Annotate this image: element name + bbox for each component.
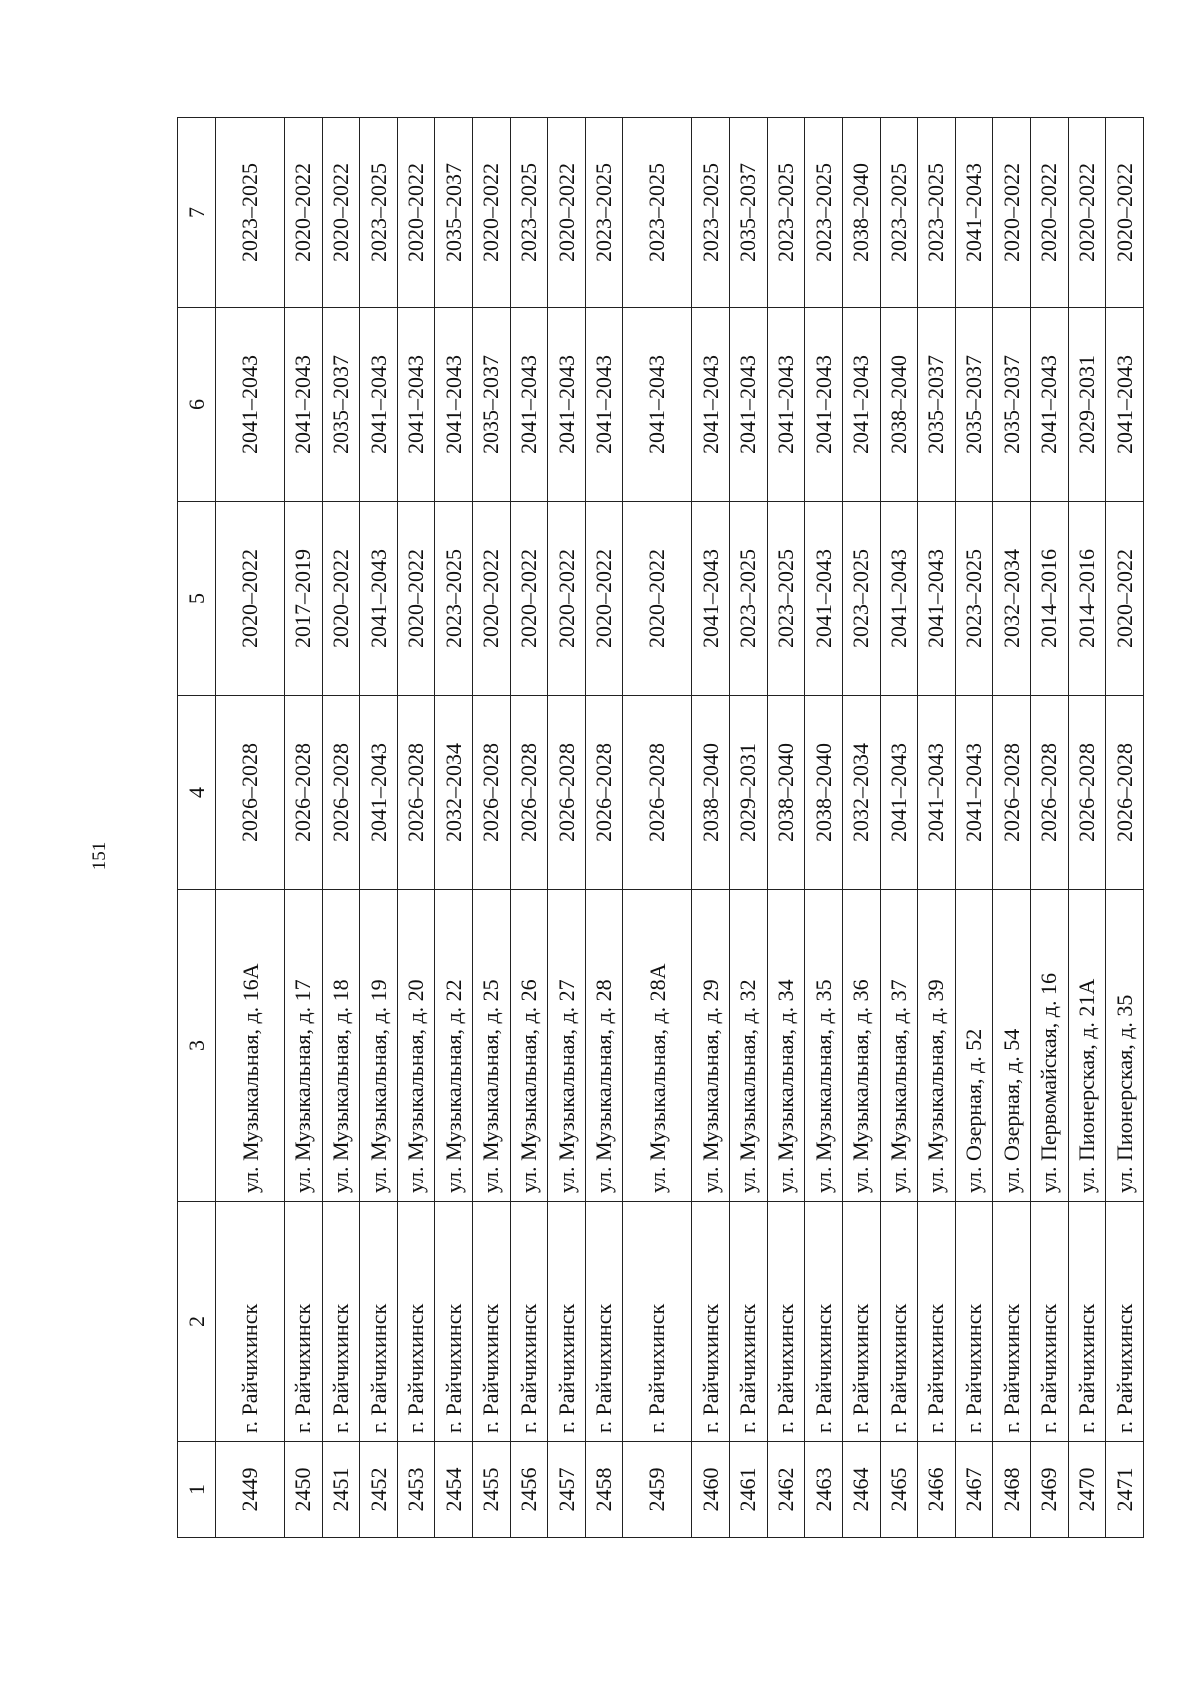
period-col4-cell: 2029–2031 (730, 696, 768, 890)
period-col4-cell: 2038–2040 (805, 696, 843, 890)
row-number: 2464 (842, 1442, 880, 1538)
period-col6-cell: 2035–2037 (955, 308, 993, 502)
address-cell: ул. Озерная, д. 52 (955, 890, 993, 1202)
period-col6-cell: 2041–2043 (805, 308, 843, 502)
period-col6-cell: 2041–2043 (285, 308, 323, 502)
period-col5-cell: 2020–2022 (322, 502, 360, 696)
period-col4-cell: 2026–2028 (216, 696, 285, 890)
period-col4-cell: 2026–2028 (397, 696, 435, 890)
period-col7-cell: 2020–2022 (397, 118, 435, 308)
city-cell: г. Райчихинск (880, 1202, 918, 1442)
table-row (955, 118, 993, 1538)
address-cell: ул. Музыкальная, д. 25 (473, 890, 511, 1202)
city-cell: г. Райчихинск (767, 1202, 805, 1442)
city-cell: г. Райчихинск (473, 1202, 511, 1442)
address-cell: ул. Музыкальная, д. 16А (216, 890, 285, 1202)
period-col4-cell: 2026–2028 (1106, 696, 1144, 890)
period-col6-cell: 2041–2043 (585, 308, 623, 502)
row-number: 2459 (623, 1442, 692, 1538)
city-cell: г. Райчихинск (955, 1202, 993, 1442)
column-header-2: 2 (178, 1202, 216, 1442)
period-col7-cell: 2041–2043 (955, 118, 993, 308)
row-number: 2470 (1068, 1442, 1106, 1538)
row-number: 2468 (993, 1442, 1031, 1538)
row-number: 2462 (767, 1442, 805, 1538)
period-col5-cell: 2020–2022 (473, 502, 511, 696)
address-cell: ул. Музыкальная, д. 29 (692, 890, 730, 1202)
period-col7-cell: 2020–2022 (993, 118, 1031, 308)
column-header-1: 1 (178, 1442, 216, 1538)
city-cell: г. Райчихинск (285, 1202, 323, 1442)
table-row (435, 118, 473, 1538)
table-row (918, 118, 956, 1538)
row-number: 2471 (1106, 1442, 1144, 1538)
period-col6-cell: 2041–2043 (548, 308, 586, 502)
column-header-5: 5 (178, 502, 216, 696)
period-col7-cell: 2023–2025 (216, 118, 285, 308)
city-cell: г. Райчихинск (842, 1202, 880, 1442)
period-col6-cell: 2041–2043 (842, 308, 880, 502)
period-col4-cell: 2041–2043 (918, 696, 956, 890)
address-cell: ул. Озерная, д. 54 (993, 890, 1031, 1202)
city-cell: г. Райчихинск (805, 1202, 843, 1442)
table-row (767, 118, 805, 1538)
row-number: 2460 (692, 1442, 730, 1538)
period-col5-cell: 2041–2043 (918, 502, 956, 696)
address-cell: ул. Музыкальная, д. 27 (548, 890, 586, 1202)
row-number: 2465 (880, 1442, 918, 1538)
period-col7-cell: 2020–2022 (1106, 118, 1144, 308)
period-col6-cell: 2041–2043 (435, 308, 473, 502)
period-col6-cell: 2041–2043 (510, 308, 548, 502)
period-col5-cell: 2020–2022 (216, 502, 285, 696)
address-cell: ул. Пионерская, д. 35 (1106, 890, 1144, 1202)
period-col7-cell: 2035–2037 (730, 118, 768, 308)
period-col4-cell: 2032–2034 (842, 696, 880, 890)
period-col7-cell: 2023–2025 (918, 118, 956, 308)
period-col4-cell: 2026–2028 (993, 696, 1031, 890)
period-col4-cell: 2041–2043 (880, 696, 918, 890)
city-cell: г. Райчихинск (692, 1202, 730, 1442)
city-cell: г. Райчихинск (1106, 1202, 1144, 1442)
table-row (360, 118, 398, 1538)
period-col5-cell: 2023–2025 (842, 502, 880, 696)
city-cell: г. Райчихинск (1030, 1202, 1068, 1442)
period-col4-cell: 2026–2028 (585, 696, 623, 890)
table-row (216, 118, 285, 1538)
table-row (842, 118, 880, 1538)
period-col7-cell: 2023–2025 (805, 118, 843, 308)
city-cell: г. Райчихинск (216, 1202, 285, 1442)
period-col4-cell: 2038–2040 (692, 696, 730, 890)
city-cell: г. Райчихинск (730, 1202, 768, 1442)
period-col6-cell: 2041–2043 (623, 308, 692, 502)
period-col4-cell: 2026–2028 (548, 696, 586, 890)
period-col5-cell: 2020–2022 (510, 502, 548, 696)
period-col6-cell: 2041–2043 (1106, 308, 1144, 502)
table-row (805, 118, 843, 1538)
period-col7-cell: 2020–2022 (473, 118, 511, 308)
address-cell: ул. Музыкальная, д. 22 (435, 890, 473, 1202)
period-col7-cell: 2023–2025 (767, 118, 805, 308)
period-col7-cell: 2020–2022 (548, 118, 586, 308)
table-row (548, 118, 586, 1538)
city-cell: г. Райчихинск (435, 1202, 473, 1442)
table-row (1068, 118, 1106, 1538)
table-row (585, 118, 623, 1538)
period-col4-cell: 2026–2028 (1030, 696, 1068, 890)
table-row (880, 118, 918, 1538)
city-cell: г. Райчихинск (510, 1202, 548, 1442)
period-col5-cell: 2020–2022 (397, 502, 435, 696)
address-cell: ул. Музыкальная, д. 37 (880, 890, 918, 1202)
table-row (730, 118, 768, 1538)
row-number: 2449 (216, 1442, 285, 1538)
city-cell: г. Райчихинск (322, 1202, 360, 1442)
table-row (397, 118, 435, 1538)
column-header-6: 6 (178, 308, 216, 502)
period-col5-cell: 2020–2022 (548, 502, 586, 696)
period-col6-cell: 2035–2037 (918, 308, 956, 502)
period-col7-cell: 2020–2022 (322, 118, 360, 308)
period-col6-cell: 2035–2037 (473, 308, 511, 502)
row-number: 2456 (510, 1442, 548, 1538)
period-col5-cell: 2014–2016 (1068, 502, 1106, 696)
period-col4-cell: 2026–2028 (623, 696, 692, 890)
period-col5-cell: 2032–2034 (993, 502, 1031, 696)
period-col7-cell: 2020–2022 (285, 118, 323, 308)
city-cell: г. Райчихинск (548, 1202, 586, 1442)
city-cell: г. Райчихинск (397, 1202, 435, 1442)
period-col7-cell: 2035–2037 (435, 118, 473, 308)
period-col6-cell: 2041–2043 (692, 308, 730, 502)
address-cell: ул. Музыкальная, д. 19 (360, 890, 398, 1202)
period-col7-cell: 2023–2025 (585, 118, 623, 308)
period-col5-cell: 2023–2025 (955, 502, 993, 696)
period-col6-cell: 2035–2037 (322, 308, 360, 502)
period-col4-cell: 2026–2028 (1068, 696, 1106, 890)
period-col4-cell: 2038–2040 (767, 696, 805, 890)
period-col6-cell: 2041–2043 (767, 308, 805, 502)
table-body (216, 118, 1144, 1538)
address-cell: ул. Музыкальная, д. 35 (805, 890, 843, 1202)
period-col4-cell: 2026–2028 (322, 696, 360, 890)
table-row (1106, 118, 1144, 1538)
address-cell: ул. Музыкальная, д. 20 (397, 890, 435, 1202)
period-col5-cell: 2023–2025 (730, 502, 768, 696)
address-cell: ул. Музыкальная, д. 26 (510, 890, 548, 1202)
column-header-7: 7 (178, 118, 216, 308)
period-col6-cell: 2041–2043 (360, 308, 398, 502)
period-col4-cell: 2026–2028 (473, 696, 511, 890)
period-col7-cell: 2023–2025 (360, 118, 398, 308)
address-cell: ул. Музыкальная, д. 17 (285, 890, 323, 1202)
period-col5-cell: 2041–2043 (805, 502, 843, 696)
row-number: 2450 (285, 1442, 323, 1538)
header-row (178, 118, 216, 1538)
period-col7-cell: 2023–2025 (510, 118, 548, 308)
city-cell: г. Райчихинск (585, 1202, 623, 1442)
row-number: 2469 (1030, 1442, 1068, 1538)
period-col6-cell: 2041–2043 (730, 308, 768, 502)
period-col4-cell: 2026–2028 (510, 696, 548, 890)
city-cell: г. Райчихинск (993, 1202, 1031, 1442)
period-col5-cell: 2020–2022 (585, 502, 623, 696)
period-col5-cell: 2023–2025 (435, 502, 473, 696)
table-row (692, 118, 730, 1538)
table-row (510, 118, 548, 1538)
period-col6-cell: 2041–2043 (216, 308, 285, 502)
period-col7-cell: 2038–2040 (842, 118, 880, 308)
address-cell: ул. Музыкальная, д. 32 (730, 890, 768, 1202)
table-row (322, 118, 360, 1538)
row-number: 2463 (805, 1442, 843, 1538)
table-row (1030, 118, 1068, 1538)
period-col5-cell: 2017–2019 (285, 502, 323, 696)
address-cell: ул. Музыкальная, д. 36 (842, 890, 880, 1202)
page-number: 151 (89, 841, 110, 871)
city-cell: г. Райчихинск (1068, 1202, 1106, 1442)
period-col7-cell: 2020–2022 (1030, 118, 1068, 308)
column-header-3: 3 (178, 890, 216, 1202)
row-number: 2452 (360, 1442, 398, 1538)
table-row (285, 118, 323, 1538)
row-number: 2466 (918, 1442, 956, 1538)
period-col7-cell: 2023–2025 (880, 118, 918, 308)
period-col4-cell: 2041–2043 (955, 696, 993, 890)
city-cell: г. Райчихинск (918, 1202, 956, 1442)
address-cell: ул. Музыкальная, д. 28 (585, 890, 623, 1202)
period-col7-cell: 2023–2025 (623, 118, 692, 308)
address-cell: ул. Музыкальная, д. 28А (623, 890, 692, 1202)
column-header-4: 4 (178, 696, 216, 890)
period-col4-cell: 2032–2034 (435, 696, 473, 890)
city-cell: г. Райчихинск (360, 1202, 398, 1442)
address-cell: ул. Музыкальная, д. 39 (918, 890, 956, 1202)
period-col6-cell: 2041–2043 (397, 308, 435, 502)
period-col6-cell: 2029–2031 (1068, 308, 1106, 502)
period-col6-cell: 2041–2043 (1030, 308, 1068, 502)
period-col6-cell: 2038–2040 (880, 308, 918, 502)
period-col5-cell: 2020–2022 (623, 502, 692, 696)
row-number: 2453 (397, 1442, 435, 1538)
row-number: 2451 (322, 1442, 360, 1538)
table-row (623, 118, 692, 1538)
address-cell: ул. Музыкальная, д. 18 (322, 890, 360, 1202)
table-row (473, 118, 511, 1538)
period-col5-cell: 2041–2043 (692, 502, 730, 696)
period-col5-cell: 2041–2043 (360, 502, 398, 696)
period-col5-cell: 2023–2025 (767, 502, 805, 696)
row-number: 2458 (585, 1442, 623, 1538)
period-col7-cell: 2023–2025 (692, 118, 730, 308)
address-cell: ул. Музыкальная, д. 34 (767, 890, 805, 1202)
period-col7-cell: 2020–2022 (1068, 118, 1106, 308)
period-col6-cell: 2035–2037 (993, 308, 1031, 502)
table-row (993, 118, 1031, 1538)
address-cell: ул. Первомайская, д. 16 (1030, 890, 1068, 1202)
period-col4-cell: 2041–2043 (360, 696, 398, 890)
row-number: 2454 (435, 1442, 473, 1538)
period-col5-cell: 2014–2016 (1030, 502, 1068, 696)
period-col4-cell: 2026–2028 (285, 696, 323, 890)
schedule-table (177, 117, 1144, 1538)
row-number: 2455 (473, 1442, 511, 1538)
row-number: 2461 (730, 1442, 768, 1538)
row-number: 2467 (955, 1442, 993, 1538)
rotated-table-container (177, 118, 1144, 1538)
address-cell: ул. Пионерская, д. 21А (1068, 890, 1106, 1202)
period-col5-cell: 2020–2022 (1106, 502, 1144, 696)
period-col5-cell: 2041–2043 (880, 502, 918, 696)
city-cell: г. Райчихинск (623, 1202, 692, 1442)
row-number: 2457 (548, 1442, 586, 1538)
